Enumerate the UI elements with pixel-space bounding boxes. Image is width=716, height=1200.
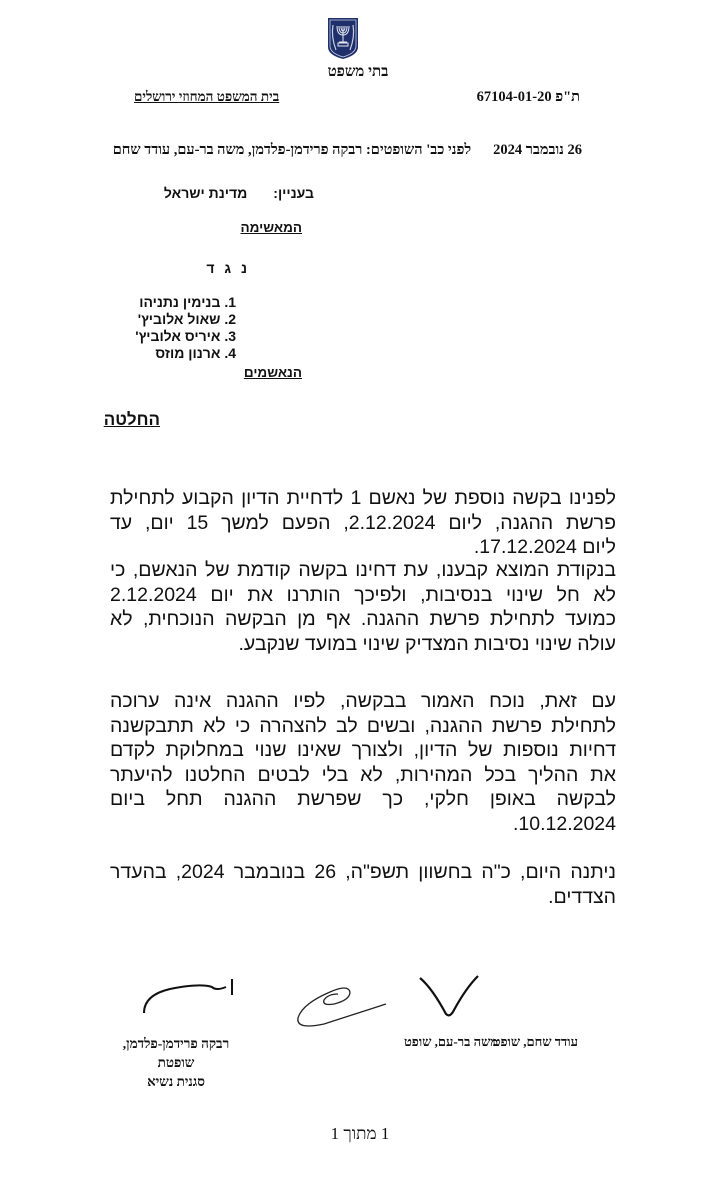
decision-title: החלטה: [103, 410, 160, 429]
signature-label-shaham: עודד שחם, שופט: [492, 1034, 578, 1049]
matter-label: בעניין:: [273, 185, 314, 201]
judge-title: שופטת: [157, 1055, 195, 1070]
defendant-item: 3. איריס אלוביץ': [135, 328, 236, 344]
prosecution-label: המאשימה: [240, 220, 302, 235]
defendants-list: [135, 294, 236, 362]
signature-bar-am-icon: [290, 972, 390, 1033]
signature-label-friedman-feldman: [96, 1034, 256, 1091]
decision-paragraph: לפנינו בקשה נוספת של נאשם 1 לדחיית הדיון הקבוע לתחילת פרשת ההגנה, ליום 2.12.2024, הפעם למשך 15 יום, עד ליום 17.12.2024.: [110, 487, 616, 558]
defendants-label: הנאשמים: [243, 365, 302, 380]
decision-date: 26 נובמבר 2024: [493, 142, 582, 158]
versus-label: נ ג ד: [206, 260, 250, 276]
defendant-item: 2. שאול אלוביץ': [137, 311, 236, 327]
judges-panel: לפני כב' השופטים: רבקה פרידמן-פלדמן, משה בר-עם, עודד שחם: [112, 142, 472, 158]
given-today-paragraph: ניתנה היום, כ"ה בחשוון תשפ"ה, 26 בנובמבר 2024, בהעדר הצדדים.: [110, 861, 616, 908]
judge-name: רבקה פרידמן-פלדמן,: [122, 1036, 230, 1051]
signature-friedman-feldman-icon: [140, 975, 240, 1020]
signature-label-bar-am: משה בר-עם, שופט: [403, 1034, 498, 1049]
decision-paragraph: עם זאת, נוכח האמור בבקשה, לפיו ההגנה אינה ערוכה לתחילת פרשת ההגנה, ובשים לב להצהרה כי לא תתבקשנה דחיות נוספות של הדיון, ולצורך שאינו שנוי במחלוקת לקדם את ההליך בכל המהירות, לא בלי לבטים החלטנו להיעתר לבקשה באופן חלקי, כך שפרשת ההגנה תחל ביום 10.12.2024.: [110, 690, 616, 835]
signature-shaham-icon: [416, 974, 482, 1027]
state-emblem-icon: [327, 17, 359, 60]
prosecutor-name: מדינת ישראל: [163, 185, 248, 201]
defendant-item: 1. בנימין נתניהו: [139, 294, 236, 310]
defendant-item: 4. ארנון מוזס: [155, 345, 236, 361]
court-system-title: בתי משפט: [327, 64, 389, 80]
matter-line: [164, 185, 314, 201]
court-name: בית המשפט המחוזי ירושלים: [134, 89, 280, 104]
case-number: ת"פ 67104-01-20: [476, 89, 580, 105]
page-number: 1 מתוך 1: [330, 1124, 390, 1143]
date-and-judges-line: [113, 142, 582, 159]
judge-role: סגנית נשיא: [147, 1074, 205, 1089]
decision-paragraph: בנקודת המוצא קבענו, עת דחינו בקשה קודמת של הנאשם, כי לא חל שינוי בנסיבות, ולפיכך הותרנו את יום 2.12.2024 כמועד לתחילת פרשת ההגנה. אף מן הבקשה הנוכחית, לא עולה שינוי נסיבות המצדיק שינוי במועד שנקבע.: [110, 559, 616, 655]
